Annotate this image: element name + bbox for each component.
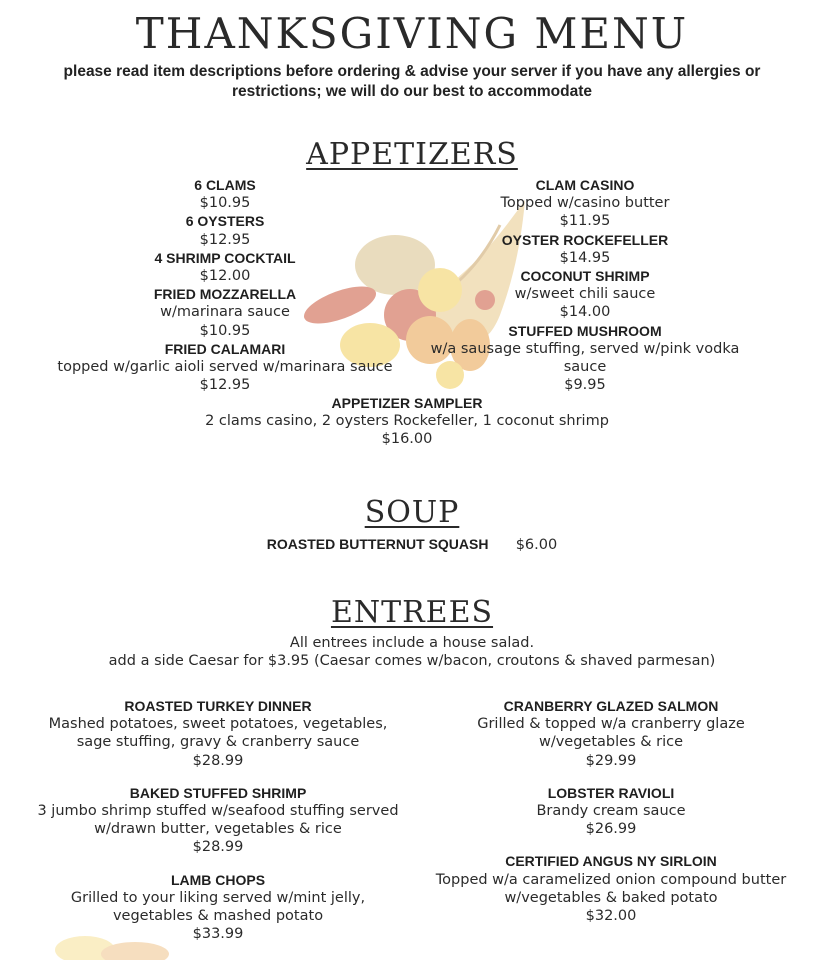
- page-title: THANKSGIVING MENU: [135, 9, 689, 58]
- menu-item-name: FRIED MOZZARELLA: [153, 286, 297, 303]
- menu-item: [40, 212, 410, 248]
- menu-item-name: ROASTED BUTTERNUT SQUASH: [266, 536, 489, 552]
- menu-item-name: FRIED CALAMARI: [164, 340, 286, 357]
- menu-item-description: w/a sausage stuffing, served w/pink vodka: [430, 340, 740, 357]
- menu-item: [420, 176, 750, 231]
- entrees-note: [0, 634, 824, 670]
- menu-item-name: LOBSTER RAVIOLI: [547, 784, 675, 801]
- menu-item-description: sage stuffing, gravy & cranberry sauce: [76, 734, 360, 751]
- menu-item: [40, 176, 410, 212]
- appetizer-sampler: [112, 394, 702, 449]
- soup-heading: SOUP: [364, 495, 460, 530]
- menu-item-name: 4 SHRIMP COCKTAIL: [154, 249, 296, 266]
- entrees-right-column: [420, 697, 802, 939]
- menu-item-name: OYSTER ROCKEFELLER: [501, 231, 669, 248]
- menu-item-description: topped w/garlic aioli served w/marinara sauce: [57, 359, 393, 376]
- menu-item-price: $33.99: [192, 926, 244, 943]
- menu-item: [420, 697, 802, 770]
- menu-item-price: $28.99: [192, 752, 244, 769]
- menu-item-price: $16.00: [381, 431, 433, 448]
- menu-item-description: sauce: [563, 359, 607, 376]
- menu-item-description: 3 jumbo shrimp stuffed w/seafood stuffing served: [37, 803, 399, 820]
- menu-item-price: $6.00: [515, 537, 558, 553]
- menu-item-name: 6 CLAMS: [194, 177, 256, 193]
- house-salad-note: All entrees include a house salad.: [289, 635, 535, 651]
- menu-item-name: ROASTED TURKEY DINNER: [124, 698, 312, 714]
- menu-item: [420, 852, 802, 925]
- menu-item: [420, 784, 802, 839]
- menu-item: [28, 784, 408, 857]
- menu-item-description: Topped w/casino butter: [500, 195, 670, 212]
- menu-item-price: $14.00: [559, 304, 611, 321]
- menu-item: [40, 249, 410, 285]
- menu-item-price: $10.95: [199, 322, 251, 339]
- entrees-left-column: [28, 697, 408, 957]
- menu-item-name: APPETIZER SAMPLER: [331, 395, 483, 411]
- menu-item-name: BAKED STUFFED SHRIMP: [129, 784, 307, 801]
- menu-item-name: LAMB CHOPS: [170, 871, 266, 888]
- caesar-note: add a side Caesar for $3.95 (Caesar comes w/bacon, croutons & shaved parmesan): [108, 653, 716, 669]
- menu-item-description: Grilled to your liking served w/mint jelly,: [70, 889, 366, 906]
- menu-item-name: COCONUT SHRIMP: [520, 268, 650, 285]
- menu-item-price: $10.95: [199, 195, 251, 212]
- menu-item-name: CLAM CASINO: [535, 177, 635, 193]
- menu-item: [420, 322, 750, 395]
- menu-item-price: $12.00: [199, 268, 251, 285]
- menu-item-price: $12.95: [199, 377, 251, 394]
- soup-item: [0, 535, 824, 554]
- menu-item-price: $11.95: [559, 213, 611, 230]
- menu-item-description: Grilled & topped w/a cranberry glaze: [477, 716, 745, 733]
- menu-item: [420, 267, 750, 322]
- menu-item-price: $28.99: [192, 839, 244, 856]
- menu-item: [40, 340, 410, 395]
- menu-item-name: 6 OYSTERS: [185, 213, 265, 230]
- menu-item-description: Mashed potatoes, sweet potatoes, vegetables,: [48, 716, 388, 733]
- menu-item: [28, 871, 408, 944]
- menu-item-description: vegetables & mashed potato: [112, 908, 324, 925]
- menu-item-description: w/sweet chili sauce: [514, 286, 656, 303]
- menu-item-price: $14.95: [559, 249, 611, 266]
- menu-item-description: w/vegetables & rice: [538, 734, 684, 751]
- menu-item: [40, 285, 410, 340]
- allergy-notice: please read item descriptions before ordering & advise your server if you have any allergies or restrictions; we will do our best to accommodate: [63, 63, 761, 100]
- menu-item-description: 2 clams casino, 2 oysters Rockefeller, 1 coconut shrimp: [205, 413, 609, 430]
- menu-item-description: w/drawn butter, vegetables & rice: [94, 821, 342, 838]
- menu-item-name: STUFFED MUSHROOM: [508, 322, 662, 339]
- appetizers-right-column: [420, 176, 750, 394]
- menu-item-description: w/marinara sauce: [160, 304, 290, 321]
- menu-item-name: CERTIFIED ANGUS NY SIRLOIN: [505, 853, 717, 870]
- menu-item-description: Topped w/a caramelized onion compound butter: [435, 871, 787, 888]
- menu-item: [28, 697, 408, 770]
- menu-item-description: w/vegetables & baked potato: [504, 889, 718, 906]
- appetizers-left-column: [40, 176, 410, 394]
- menu-item-description: Brandy cream sauce: [536, 803, 686, 820]
- appetizers-heading: APPETIZERS: [306, 137, 518, 172]
- menu-item-price: $12.95: [199, 231, 251, 248]
- entrees-heading: ENTREES: [330, 595, 494, 630]
- menu-item-price: $9.95: [564, 377, 606, 394]
- menu-item-name: CRANBERRY GLAZED SALMON: [503, 698, 719, 714]
- menu-item-price: $29.99: [585, 752, 637, 769]
- menu-item-price: $32.00: [585, 908, 637, 925]
- menu-item: [420, 231, 750, 267]
- menu-item-price: $26.99: [585, 821, 637, 838]
